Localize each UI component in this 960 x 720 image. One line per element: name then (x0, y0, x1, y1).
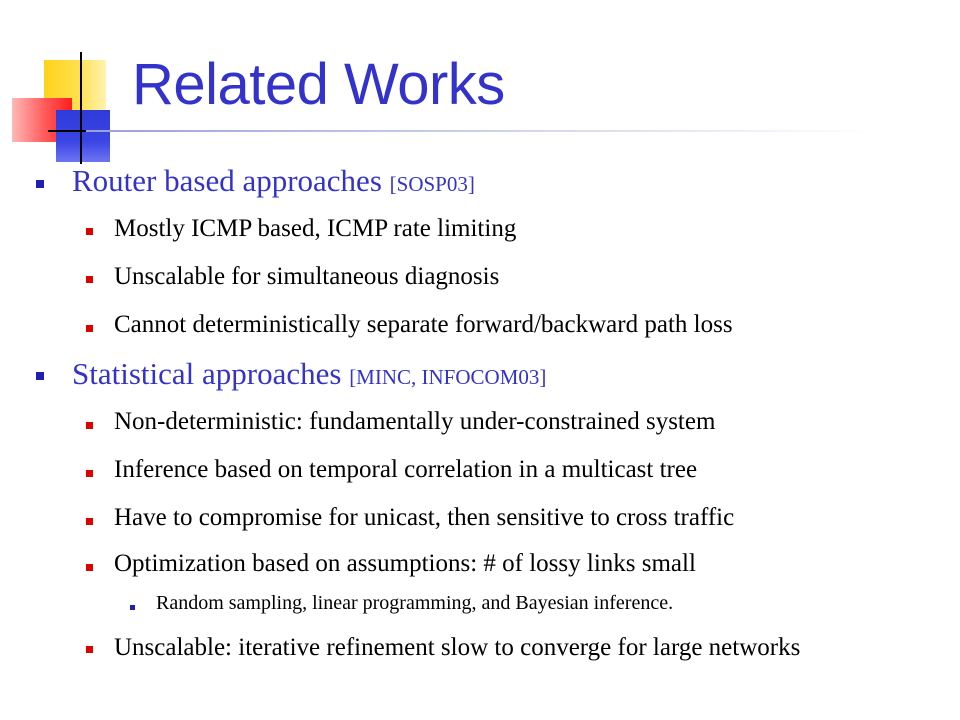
level2-bullet-icon (86, 470, 93, 477)
list-item: Unscalable for simultaneous diagnosis (114, 263, 500, 290)
level2-bullet-icon (86, 276, 93, 283)
sub-list-item: Random sampling, linear programming, and Bayesian inference. (156, 592, 674, 614)
title-underline (86, 130, 876, 132)
logo-blue-square (56, 110, 110, 162)
list-item: Mostly ICMP based, ICMP rate limiting (114, 215, 517, 242)
level2-bullet-icon (86, 228, 93, 235)
list-item: Cannot deterministically separate forward/backward path loss (114, 311, 733, 338)
section-heading-router (72, 163, 475, 199)
level2-bullet-icon (86, 564, 93, 571)
level2-bullet-icon (86, 518, 93, 525)
level1-bullet-icon (36, 180, 44, 188)
slide-title: Related Works (132, 52, 505, 117)
list-item: Unscalable: iterative refinement slow to converge for large networks (114, 634, 801, 661)
level2-bullet-icon (86, 422, 93, 429)
logo-vertical-line (80, 52, 82, 164)
level3-bullet-icon (130, 605, 135, 610)
list-item: Inference based on temporal correlation in a multicast tree (114, 456, 698, 483)
list-item: Non-deterministic: fundamentally under-constrained system (114, 408, 716, 435)
level2-bullet-icon (86, 646, 93, 653)
level1-bullet-icon (36, 372, 44, 380)
section-heading-text: Router based approaches (72, 163, 382, 198)
section-heading-text: Statistical approaches (72, 356, 342, 391)
section-reference: [MINC, INFOCOM03] (349, 365, 547, 389)
list-item: Have to compromise for unicast, then sensitive to cross traffic (114, 504, 735, 531)
section-heading-statistical (72, 356, 546, 392)
section-reference: [SOSP03] (389, 172, 475, 196)
list-item: Optimization based on assumptions: # of lossy links small (114, 550, 696, 577)
level2-bullet-icon (86, 325, 93, 332)
